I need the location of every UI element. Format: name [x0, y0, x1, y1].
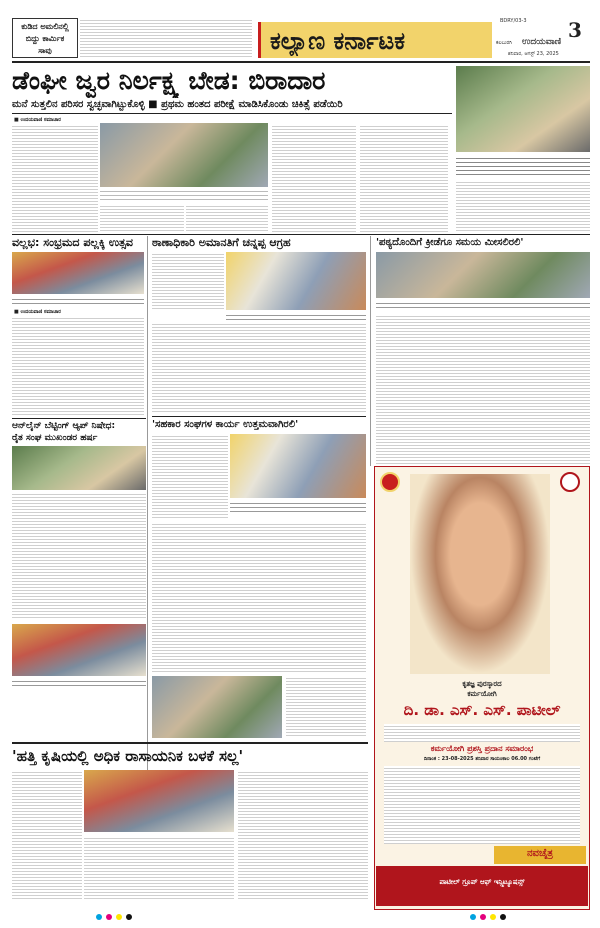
story4-text — [12, 492, 146, 620]
story2-text-a — [152, 252, 224, 310]
top-left-line1: ಕುಡಿದ ಅಮಲಿನಲ್ಲಿ — [21, 22, 69, 31]
registration-marks — [0, 912, 600, 924]
story4-photo2 — [12, 624, 146, 676]
masthead-title: ಕಲ್ಯಾಣ ಕರ್ನಾಟಕ — [270, 27, 406, 55]
story6-text-a — [12, 770, 82, 900]
edition-code: BDRY/03-3 — [500, 18, 527, 24]
col-rule-1 — [147, 236, 148, 776]
story3-caption — [376, 300, 590, 310]
brand-prefix: ಕಲಬುರಗಿ — [496, 40, 512, 46]
lead-byline: ■ ಉದಯವಾಣಿ ಸಮಾಚಾರ — [14, 117, 61, 123]
reg-dot-magenta — [106, 914, 112, 920]
story2-caption — [226, 312, 366, 320]
ad-info-b — [384, 766, 580, 844]
story6-photo — [84, 770, 234, 832]
reg-dot-black — [126, 914, 132, 920]
story6-text-b — [84, 836, 234, 900]
col-rule-2 — [370, 236, 371, 466]
reg-dot-yellow — [116, 914, 122, 920]
lead-photo-caption — [100, 188, 268, 202]
masthead-rule — [12, 61, 590, 63]
page-date: ಶನಿವಾರ, ಆಗಸ್ಟ್ 23, 2025 — [508, 51, 559, 57]
lead-photo — [100, 123, 268, 187]
story5-text-b — [152, 522, 366, 672]
story1-headline: ವಲ್ಲಭ: ಸಂಭ್ರಮದ ಪಲ್ಲಕ್ಕಿ ಉತ್ಸವ — [12, 236, 133, 249]
reg-dot-yellow-2 — [490, 914, 496, 920]
story6-text-c — [238, 770, 368, 900]
story1-caption — [12, 296, 144, 306]
story4-caption2 — [12, 678, 146, 688]
story4-photo — [12, 446, 146, 490]
ad-footer: ಪಾಟೀಲ್ ಗ್ರೂಪ್ ಆಫ್ ಇನ್ಸ್ಟಿಟ್ಯೂಷನ್ಸ್ — [439, 878, 525, 886]
story5-photo2 — [152, 676, 282, 738]
right-top-photo — [456, 66, 590, 152]
top-brief-text — [80, 18, 252, 58]
ad-info-a — [384, 724, 580, 742]
ad-event: ಕರ್ಮಯೋಗಿ ಪ್ರಶಸ್ತಿ ಪ್ರದಾನ ಸಮಾರಂಭ — [430, 744, 534, 753]
ad-date-line: ದಿನಾಂಕ : 23-08-2025 ಶನಿವಾರ ಸಾಯಂಕಾಲ 06.00 ಗಂಟೆಗೆ — [423, 756, 541, 762]
lead-text-col2 — [100, 204, 184, 232]
reg-dot-magenta-2 — [480, 914, 486, 920]
story2-photo — [226, 252, 366, 310]
story4-headline-b: ರೈತ ಸಂಘ ಮುಖಂಡರ ಹರ್ಷ — [12, 433, 98, 443]
story1-byline: ■ ಉದಯವಾಣಿ ಸಮಾಚಾರ — [14, 309, 61, 315]
top-left-line2: ಬಿದ್ದು ಕಾರ್ಮಿಕ — [25, 34, 65, 43]
reg-dot-black-2 — [500, 914, 506, 920]
brand-name: ಉದಯವಾಣಿ — [522, 37, 562, 47]
lead-text-col4 — [272, 124, 356, 232]
ad-brand: ನವಚೈತ್ರ — [527, 848, 553, 859]
story6-rule — [12, 742, 368, 744]
ad-portrait — [410, 474, 550, 674]
story5-rule — [152, 416, 366, 417]
story2-text-b — [152, 322, 366, 414]
story3-text — [376, 314, 590, 464]
story4-rule — [12, 418, 146, 419]
lead-headline: ಡೆಂಘೀ ಜ್ವರ ನಿರ್ಲಕ್ಷ್ಯ ಬೇಡ: ಬಿರಾದಾರ — [12, 66, 326, 95]
story4-headline: ಆನ್‌ಲೈನ್ ಬೆಟ್ಟಿಂಗ್ ಆ್ಯಪ್ ನಿಷೇಧ: — [12, 421, 116, 431]
reg-dot-cyan-2 — [470, 914, 476, 920]
top-left-box — [12, 18, 78, 58]
story6-headline: 'ಹತ್ತಿ ಕೃಷಿಯಲ್ಲಿ ಅಧಿಕ ರಾಸಾಯನಿಕ ಬಳಕೆ ಸಲ್ಲ' — [12, 747, 244, 765]
reg-dot-cyan — [96, 914, 102, 920]
story5-caption — [230, 500, 366, 512]
ad-honoree: ದಿ. ಡಾ. ಎಸ್. ಎಸ್. ಪಾಟೀಲ್ — [403, 701, 561, 719]
story5-headline: 'ಸಹಕಾರ ಸಂಘಗಳ ಕಾರ್ಯ ಉತ್ತಮವಾಗಿರಲಿ' — [152, 419, 299, 430]
story2-headline: ಠಾಣಾಧಿಕಾರಿ ಅಮಾನತಿಗೆ ಚನ್ನಪ್ಪ ಆಗ್ರಹ — [152, 236, 291, 249]
story5-text-a — [152, 434, 228, 520]
ad-tagline2: ಕರ್ಮಯೋಗಿ — [467, 690, 497, 698]
story1-text — [12, 316, 144, 416]
story5-text-c — [286, 676, 366, 738]
ad-seal-icon — [380, 472, 400, 492]
right-top-caption — [456, 155, 590, 177]
story1-photo — [12, 252, 144, 294]
ad-tagline: ಕೃತಜ್ಞ ಪುರಸ್ಕಾರದ — [462, 680, 502, 688]
row1-rule — [12, 234, 590, 235]
lead-text-col3 — [186, 204, 268, 232]
page-number: 3 — [568, 18, 582, 42]
right-top-text — [456, 180, 590, 232]
top-left-line3: ಸಾವು — [38, 46, 52, 55]
lead-text-col1 — [12, 124, 98, 232]
lead-subhead: ಮನೆ ಸುತ್ತಲಿನ ಪರಿಸರ ಸ್ವಚ್ಛವಾಗಿಟ್ಟುಕೊಳ್ಳಿ ■ ಪ್ರಥಮ ಹಂತದ ಪರೀಕ್ಷೆ ಮಾಡಿಸಿಕೊಂಡು ಚಿಕಿತ್ಸೆ ಪಡೆಯಿರಿ — [12, 99, 343, 110]
lead-rule — [12, 113, 452, 114]
story5-photo — [230, 434, 366, 498]
story3-photo — [376, 252, 590, 298]
story3-headline: 'ಪಠ್ಯದೊಂದಿಗೆ ಕ್ರೀಡೆಗೂ ಸಮಯ ಮೀಸಲಿರಲಿ' — [376, 237, 524, 248]
lead-text-col5 — [360, 124, 448, 232]
ad-seal-right-icon — [560, 472, 580, 492]
